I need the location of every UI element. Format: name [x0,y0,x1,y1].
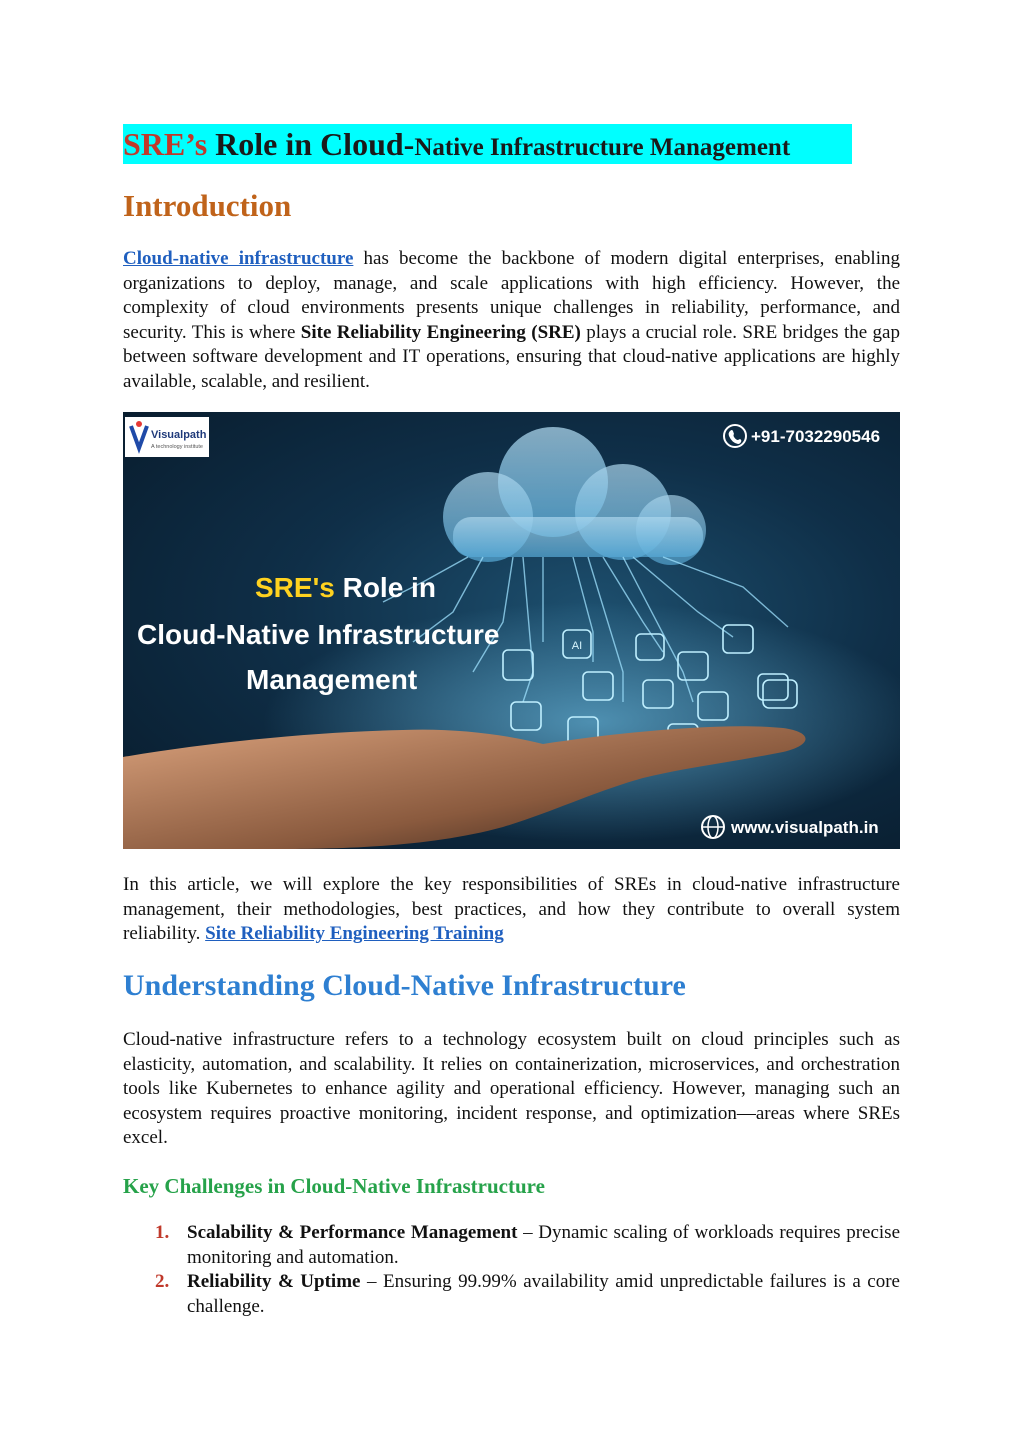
ai-chip-label: AI [571,640,583,652]
logo-name: Visualpath [151,429,207,441]
circuit-cloud-icon [443,427,706,565]
sre-training-link[interactable]: Site Reliability Engineering Training [205,923,504,944]
article-text: In this article, we will explore the key responsibilities of SREs in cloud-native infrastructure management, their methodologies, best practices, and how they contribute to overall system reliability. [123,874,900,944]
banner-headline-line1: SRE's Role in [255,572,436,603]
list-item-text: – Dynamic scaling of workloads requires precise monitoring and automation. [187,1222,901,1268]
challenges-list [123,1221,900,1319]
list-number: 1. [155,1222,170,1243]
document-title [123,124,852,164]
cloud-native-link[interactable]: Cloud-native infrastructure [123,248,354,269]
intro-paragraph [123,247,900,394]
list-item-text: – Ensuring 99.99% availability amid unpredictable failures is a core challenge. [187,1271,900,1317]
intro-text-a: has become the backbone of modern digital enterprises, enabling organizations to deploy, manage, and scale applications with high efficiency. However, the complexity of cloud environments presents unique challenges in reliability, performance, and security. This is where [123,248,900,343]
banner-headline-line3: Management [246,664,418,695]
key-challenges-heading: Key Challenges in Cloud-Native Infrastructure [123,1174,545,1198]
understanding-heading: Understanding Cloud-Native Infrastructure [123,969,686,1002]
article-paragraph [123,873,900,947]
phone-badge [724,425,880,447]
list-item-title: Reliability & Uptime [187,1271,361,1292]
phone-icon [729,430,742,444]
phone-number: +91-7032290546 [751,427,881,446]
visualpath-logo [125,417,209,457]
introduction-heading: Introduction [123,188,292,223]
understanding-paragraph: Cloud-native infrastructure refers to a technology ecosystem built on cloud principles such as elasticity, automation, and scalability. It relies on containerization, microservices, and orchestration tools like Kubernetes to enhance agility and operational efficiency. However, managing such an ecosystem requires proactive monitoring, incident response, and optimization—areas where SREs excel. [123,1029,900,1148]
banner-headline-line2: Cloud-Native Infrastructure [137,619,500,650]
list-item [123,1221,900,1270]
banner-artwork [123,412,900,849]
website-url: www.visualpath.in [731,818,879,837]
logo-tagline: A technology institute [151,444,203,450]
hero-banner-image [123,412,900,849]
list-item [123,1270,900,1319]
intro-bold: Site Reliability Engineering (SRE) [300,321,581,343]
title-role: Role in Cloud- [207,126,415,162]
list-number: 2. [155,1271,170,1292]
list-item-title: Scalability & Performance Management [187,1222,518,1243]
intro-text-b: plays a crucial role. SRE bridges the gap between software development and IT operations, ensuring that cloud-native applications are highly available, scalable, and resilient. [123,321,900,392]
title-sre: SRE’s [123,126,208,162]
title-rest: Native Infrastructure Management [414,134,791,161]
